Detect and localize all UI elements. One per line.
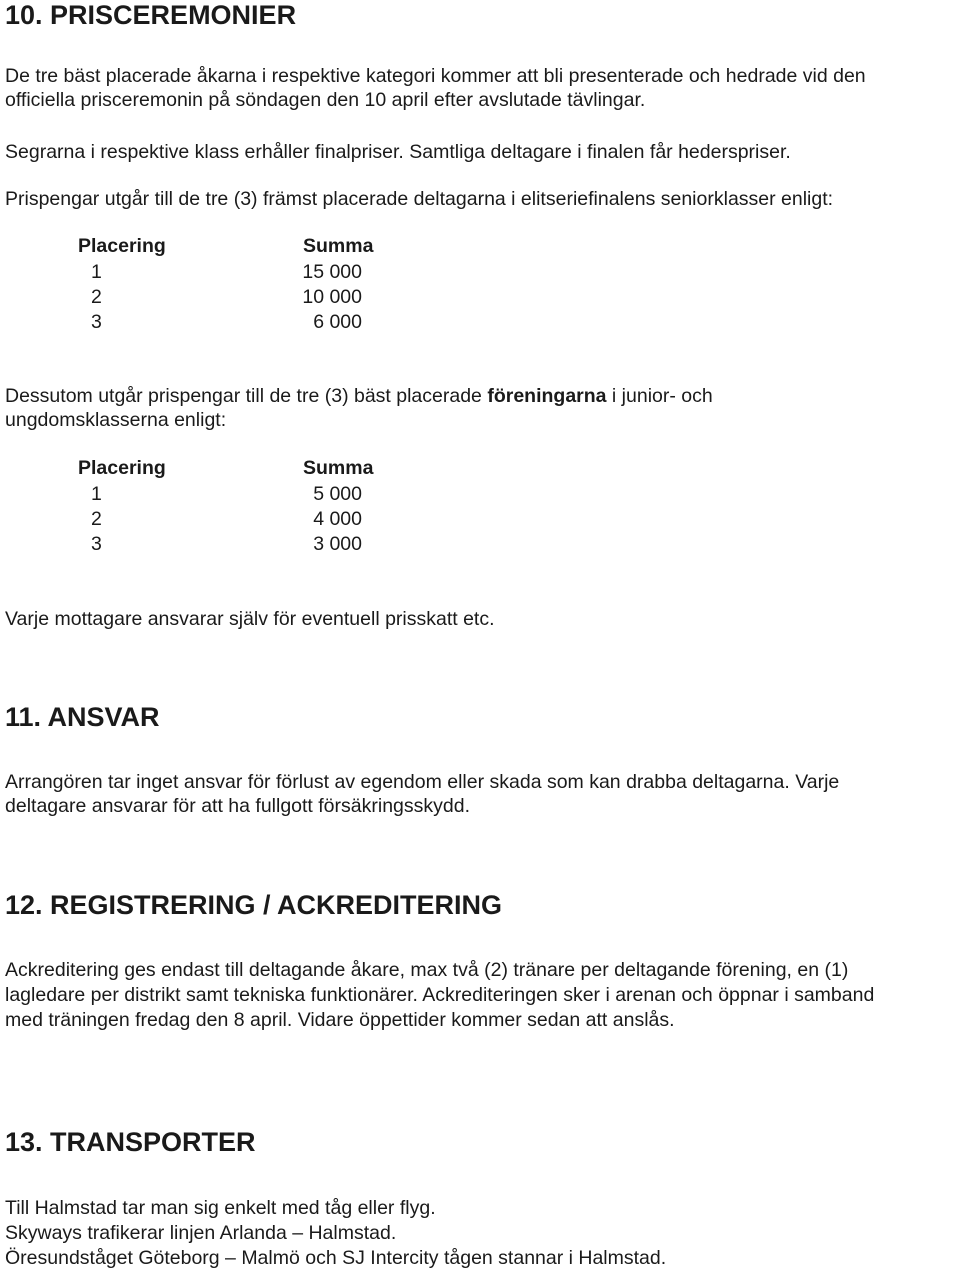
section-10-paragraph-5: Varje mottagare ansvarar själv för eventuell prisskatt etc.: [5, 608, 495, 630]
summa-cell: 6 000: [313, 311, 362, 333]
section-12-line-1: Ackreditering ges endast till deltagande åkare, max två (2) tränare per deltagande förening, en (1): [5, 959, 849, 981]
section-10-heading: 10. PRISCEREMONIER: [5, 0, 297, 30]
placering-cell: 2: [91, 286, 102, 308]
paragraph-text: Dessutom utgår prispengar till de tre (3) bäst placerade: [5, 385, 488, 407]
section-10-paragraph-4-line-1: [5, 384, 713, 408]
table-header-row: [0, 235, 400, 260]
section-12-heading: 12. REGISTRERING / ACKREDITERING: [5, 890, 503, 920]
section-11-line-1: Arrangören tar inget ansvar för förlust av egendom eller skada som kan drabba deltagarna. Varje: [5, 771, 840, 793]
placering-cell: 1: [91, 483, 102, 505]
placering-cell: 2: [91, 508, 102, 530]
summa-cell: 10 000: [302, 286, 362, 308]
prize-table-seniors: [0, 235, 400, 335]
prize-table-clubs: [0, 457, 400, 557]
table-row: [0, 508, 400, 533]
section-10-paragraph-3: Prispengar utgår till de tre (3) främst placerade deltagarna i elitseriefinalens seniorklasser enligt:: [5, 188, 834, 210]
table-header-row: [0, 457, 400, 482]
section-11-line-2: deltagare ansvarar för att ha fullgott försäkringsskydd.: [5, 795, 470, 817]
section-10-paragraph-2: Segrarna i respektive klass erhåller finalpriser. Samtliga deltagare i finalen får hederspriser.: [5, 141, 791, 163]
table-row: [0, 286, 400, 311]
summa-cell: 4 000: [313, 508, 362, 530]
table-row: [0, 311, 400, 336]
section-10-paragraph-1-line-2: officiella prisceremonin på söndagen den 10 april efter avslutade tävlingar.: [5, 89, 646, 111]
table-row: [0, 483, 400, 508]
summa-cell: 5 000: [313, 483, 362, 505]
summa-cell: 3 000: [313, 533, 362, 555]
summa-cell: 15 000: [302, 261, 362, 283]
section-10-paragraph-1-line-1: De tre bäst placerade åkarna i respektive kategori kommer att bli presenterade och hedrade vid den: [5, 65, 866, 87]
section-12-line-3: med träningen fredag den 8 april. Vidare öppettider kommer sedan att anslås.: [5, 1009, 675, 1031]
column-header-summa: Summa: [303, 457, 374, 479]
placering-cell: 3: [91, 311, 102, 333]
table-row: [0, 261, 400, 286]
placering-cell: 1: [91, 261, 102, 283]
section-13-line-2: Skyways trafikerar linjen Arlanda – Halmstad.: [5, 1222, 397, 1244]
section-13-line-3: Öresundståget Göteborg – Malmö och SJ Intercity tågen stannar i Halmstad.: [5, 1247, 667, 1269]
placering-cell: 3: [91, 533, 102, 555]
table-row: [0, 533, 400, 558]
section-12-line-2: lagledare per distrikt samt tekniska funktionärer. Ackrediteringen sker i arenan och öppnar i samband: [5, 984, 875, 1006]
column-header-placering: Placering: [78, 457, 166, 479]
emphasized-term: föreningarna: [487, 385, 607, 407]
column-header-summa: Summa: [303, 235, 374, 257]
section-13-heading: 13. TRANSPORTER: [5, 1127, 256, 1157]
section-13-line-1: Till Halmstad tar man sig enkelt med tåg eller flyg.: [5, 1197, 436, 1219]
section-11-heading: 11. ANSVAR: [5, 702, 160, 732]
column-header-placering: Placering: [78, 235, 166, 257]
paragraph-text: i junior- och: [606, 385, 713, 407]
section-10-paragraph-4-line-2: ungdomsklasserna enligt:: [5, 409, 227, 431]
